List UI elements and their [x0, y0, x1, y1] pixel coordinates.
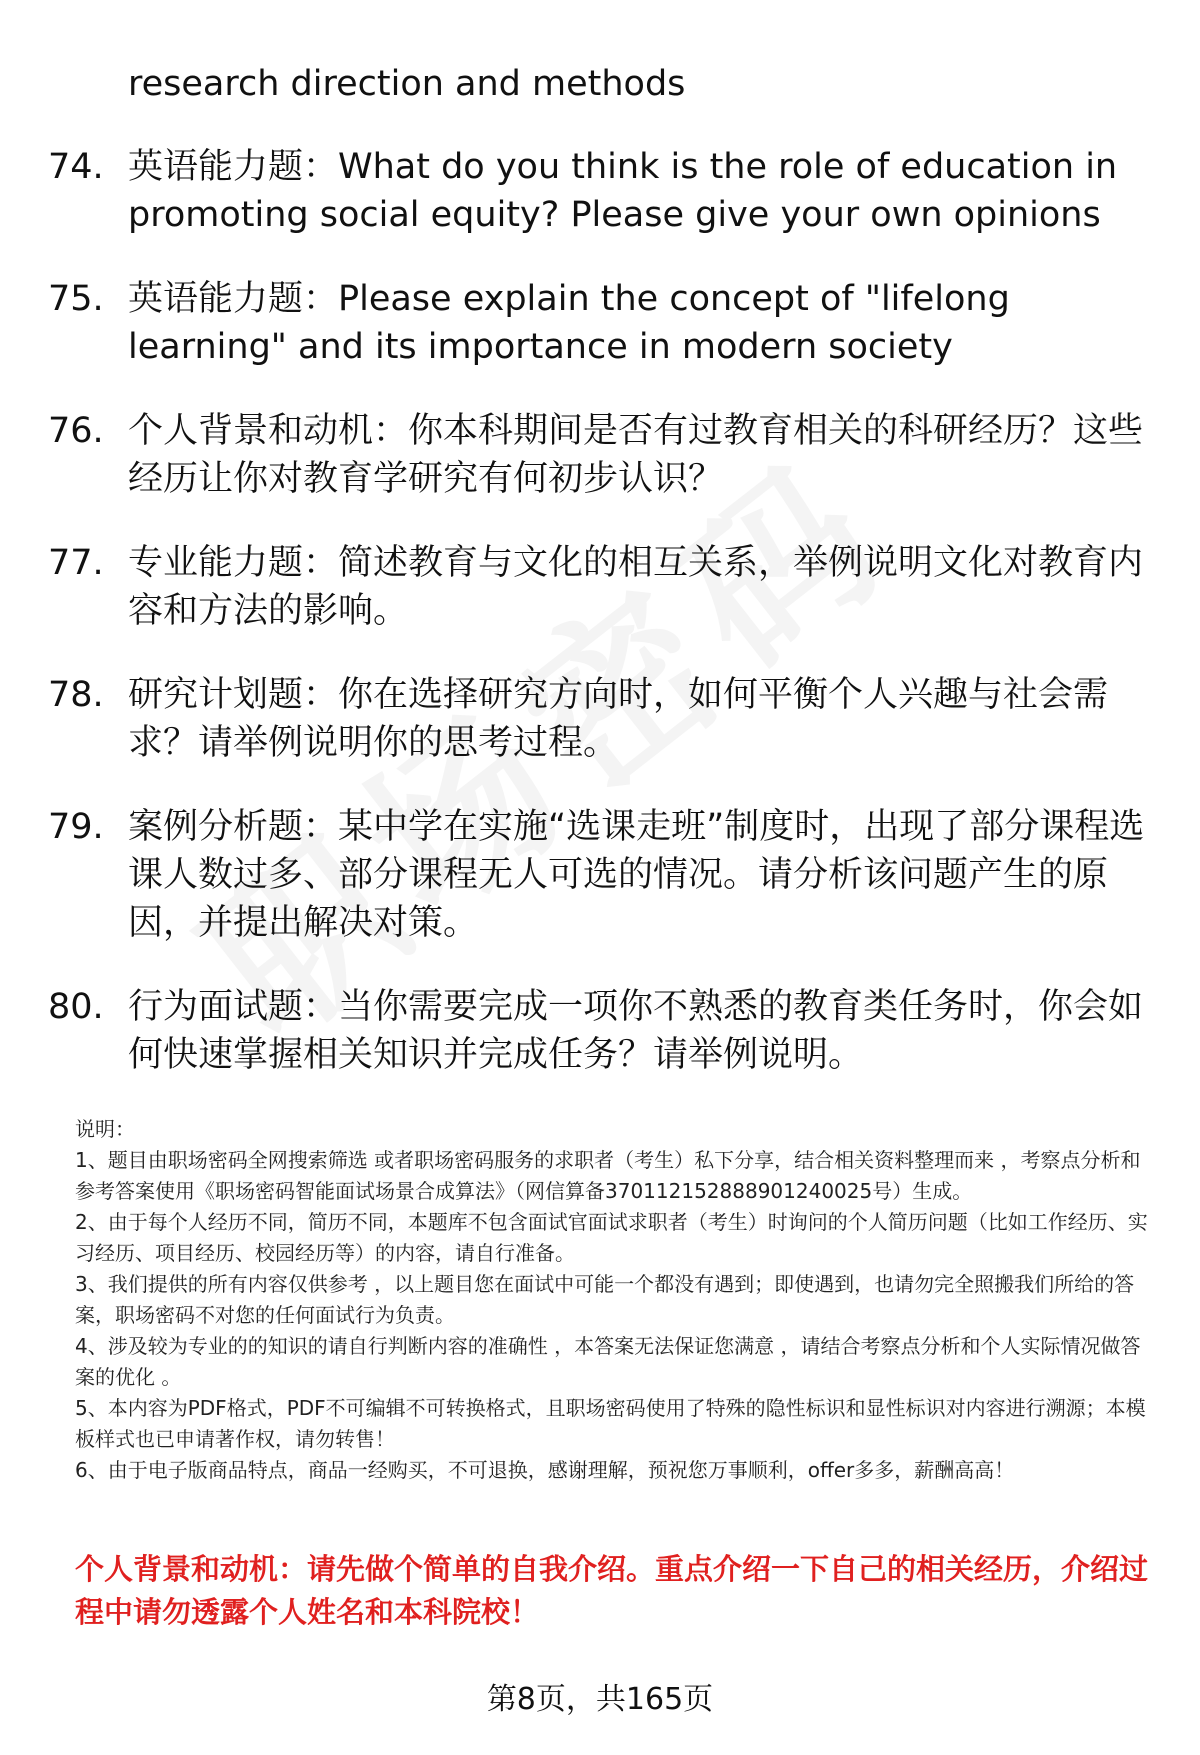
notes-item: 4、涉及较为专业的的知识的请自行判断内容的准确性 ，本答案无法保证您满意 ，请结合考察点分析和个人实际情况做答案的优化 。 [75, 1334, 1141, 1389]
question-number: 80. [48, 987, 104, 1027]
page-number: 第8页，共165页 [486, 1682, 714, 1717]
question-text: 专业能力题：简述教育与文化的相互关系，举例说明文化对教育内容和方法的影响。 [128, 543, 1144, 631]
highlighted-question: 个人背景和动机：请先做个简单的自我介绍。重点介绍一下自己的相关经历，介绍过程中请勿透露个人姓名和本科院校！ [75, 1552, 1149, 1629]
question-item [48, 983, 1158, 1079]
notes-item: 6、由于电子版商品特点，商品一经购买，不可退换，感谢理解，预祝您万事顺利，offer多多，薪酬高高！ [75, 1458, 1015, 1482]
question-number: 77. [48, 543, 104, 583]
notes-item: 1、题目由职场密码全网搜索筛选 或者职场密码服务的求职者（考生）私下分享，结合相关资料整理而来 ，考察点分析和参考答案使用《职场密码智能面试场景合成算法》（网信算备370112152888901240025号）生成。 [75, 1148, 1141, 1203]
notes-item: 2、由于每个人经历不同，简历不同，本题库不包含面试官面试求职者（考生）时询问的个人简历问题（比如工作经历、实习经历、项目经历、校园经历等）的内容，请自行准备。 [75, 1210, 1148, 1265]
notes-section [75, 1114, 1160, 1486]
question-text: 英语能力题：What do you think is the role of education in promoting social equity? Please give your own opinions [128, 147, 1118, 235]
question-text: 英语能力题：Please explain the concept of "lifelong learning" and its importance in modern society [128, 279, 1010, 367]
question-number: 74. [48, 147, 104, 187]
question-item [48, 671, 1158, 767]
question-number: 79. [48, 807, 104, 847]
notes-item: 5、本内容为PDF格式，PDF不可编辑不可转换格式，且职场密码使用了特殊的隐性标识和显性标识对内容进行溯源；本模板样式也已申请著作权，请勿转售！ [75, 1396, 1146, 1451]
question-item [48, 275, 1158, 371]
question-text: 个人背景和动机：你本科期间是否有过教育相关的科研经历？这些经历让你对教育学研究有何初步认识？ [128, 411, 1144, 499]
question-item [48, 143, 1158, 239]
question-number: 76. [48, 411, 104, 451]
question-text: 研究计划题：你在选择研究方向时，如何平衡个人兴趣与社会需求？请举例说明你的思考过程。 [128, 675, 1109, 763]
question-text: 行为面试题：当你需要完成一项你不熟悉的教育类任务时，你会如何快速掌握相关知识并完成任务？请举例说明。 [128, 987, 1144, 1075]
continuation-text: research direction and methods [128, 64, 686, 104]
question-list [48, 143, 1158, 1115]
question-number: 75. [48, 279, 104, 319]
question-number: 78. [48, 675, 104, 715]
notes-item: 3、我们提供的所有内容仅供参考 ，以上题目您在面试中可能一个都没有遇到；即使遇到，也请勿完全照搬我们所给的答案，职场密码不对您的任何面试行为负责。 [75, 1272, 1135, 1327]
notes-title: 说明： [75, 1117, 135, 1141]
question-text: 案例分析题：某中学在实施“选课走班”制度时，出现了部分课程选课人数过多、部分课程无人可选的情况。请分析该问题产生的原因，并提出解决对策。 [128, 807, 1145, 943]
question-item [48, 407, 1158, 503]
question-item [48, 803, 1158, 947]
question-item [48, 539, 1158, 635]
